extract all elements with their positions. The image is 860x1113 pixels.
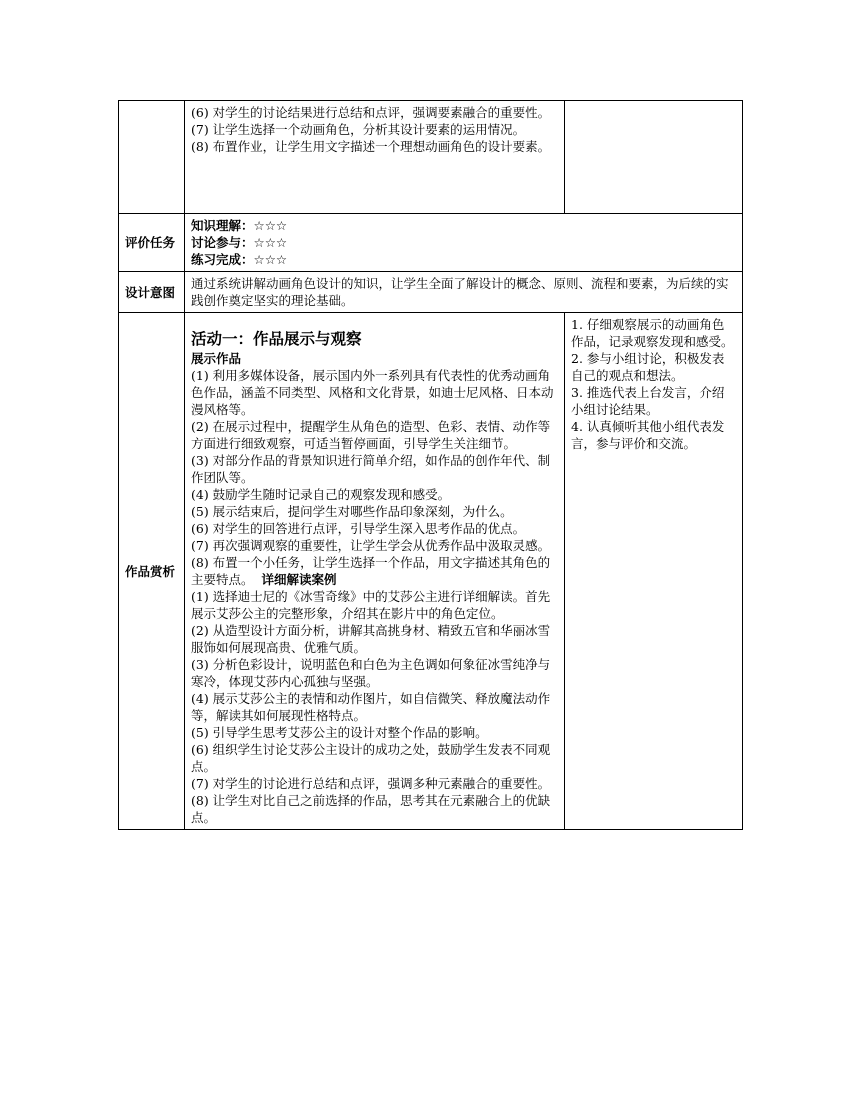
evaluation-item <box>191 251 736 268</box>
show-works-item: (3) 对部分作品的背景知识进行简单介绍，如作品的创作年代、制作团队等。 <box>191 453 551 485</box>
appreciation-content <box>185 313 565 830</box>
case-study-item: (7) 对学生的讨论进行总结和点评，强调多种元素融合的重要性。 <box>191 776 551 791</box>
evaluation-item-name: 讨论参与： <box>191 235 254 250</box>
continuation-row <box>119 101 743 214</box>
evaluation-label: 评价任务 <box>119 214 185 272</box>
show-works-item: (4) 鼓励学生随时记录自己的观察发现和感受。 <box>191 487 451 502</box>
continuation-item: (7) 让学生选择一个动画角色，分析其设计要素的运用情况。 <box>191 122 526 137</box>
case-study-item: (5) 引导学生思考艾莎公主的设计对整个作品的影响。 <box>191 725 488 740</box>
case-study-item: (4) 展示艾莎公主的表情和动作图片，如自信微笑、释放魔法动作等，解读其如何展现性格特点。 <box>191 691 551 723</box>
continuation-student-cell <box>565 101 743 214</box>
case-study-item: (3) 分析色彩设计，说明蓝色和白色为主色调如何象征冰雪纯净与寒冷，体现艾莎内心孤独与坚强。 <box>191 657 551 689</box>
evaluation-item-stars: ☆☆☆ <box>253 218 288 233</box>
evaluation-item-name: 知识理解： <box>191 218 254 233</box>
activity-title: 活动一：作品展示与观察 <box>191 330 362 348</box>
show-works-item: (5) 展示结束后，提问学生对哪些作品印象深刻，为什么。 <box>191 504 513 519</box>
continuation-item: (8) 布置作业，让学生用文字描述一个理想动画角色的设计要素。 <box>191 139 551 154</box>
section-title-show-works: 展示作品 <box>191 351 242 366</box>
show-works-item: (6) 对学生的回答进行点评，引导学生深入思考作品的优点。 <box>191 521 526 536</box>
continuation-content-cell <box>185 101 565 214</box>
show-works-item: (1) 利用多媒体设备，展示国内外一系列具有代表性的优秀动画角色作品，涵盖不同类型、风格和文化背景，如迪士尼风格、日本动漫风格等。 <box>191 368 554 417</box>
show-works-item-text: (8) 布置一个小任务，让学生选择一个作品，用文字描述其角色的主要特点。 <box>191 555 551 587</box>
show-works-item: (7) 再次强调观察的重要性，让学生学会从优秀作品中汲取灵感。 <box>191 538 551 553</box>
show-works-item: (2) 在展示过程中，提醒学生从角色的造型、色彩、表情、动作等方面进行细致观察，可适当暂停画面，引导学生关注细节。 <box>191 419 551 451</box>
case-study-item: (1) 选择迪士尼的《冰雪奇缘》中的艾莎公主进行详细解读。首先展示艾莎公主的完整形象，介绍其在影片中的角色定位。 <box>191 589 551 621</box>
case-study-item: (6) 组织学生讨论艾莎公主设计的成功之处，鼓励学生发表不同观点。 <box>191 742 551 774</box>
student-activity-item: 3. 推选代表上台发言，介绍小组讨论结果。 <box>571 385 725 417</box>
design-intent-label: 设计意图 <box>119 272 185 313</box>
evaluation-item <box>191 234 736 251</box>
student-activity-item: 1. 仔细观察展示的动画角色作品，记录观察发现和感受。 <box>571 317 734 349</box>
case-study-item: (2) 从造型设计方面分析，讲解其高挑身材、精致五官和华丽冰雪服饰如何展现高贵、优雅气质。 <box>191 623 551 655</box>
continuation-label-cell <box>119 101 185 214</box>
case-study-item: (8) 让学生对比自己之前选择的作品，思考其在元素融合上的优缺点。 <box>191 793 551 825</box>
evaluation-content <box>185 214 743 272</box>
evaluation-item-name: 练习完成： <box>191 252 254 267</box>
student-activity-item: 2. 参与小组讨论，积极发表自己的观点和想法。 <box>571 351 725 383</box>
appreciation-label: 作品赏析 <box>119 313 185 830</box>
lesson-plan-table <box>118 100 743 830</box>
appreciation-row <box>119 313 743 830</box>
continuation-item: (6) 对学生的讨论结果进行总结和点评，强调要素融合的重要性。 <box>191 105 551 120</box>
evaluation-item-stars: ☆☆☆ <box>253 252 288 267</box>
student-activity-cell <box>565 313 743 830</box>
student-activity-item: 4. 认真倾听其他小组代表发言，参与评价和交流。 <box>571 419 725 451</box>
evaluation-item <box>191 217 736 234</box>
evaluation-item-stars: ☆☆☆ <box>253 235 288 250</box>
design-intent-text: 通过系统讲解动画角色设计的知识，让学生全面了解设计的概念、原则、流程和要素，为后续的实践创作奠定坚实的理论基础。 <box>185 272 743 313</box>
design-intent-row <box>119 272 743 313</box>
section-title-case-study: 详细解读案例 <box>261 572 337 587</box>
evaluation-row <box>119 214 743 272</box>
show-works-item <box>191 554 558 588</box>
